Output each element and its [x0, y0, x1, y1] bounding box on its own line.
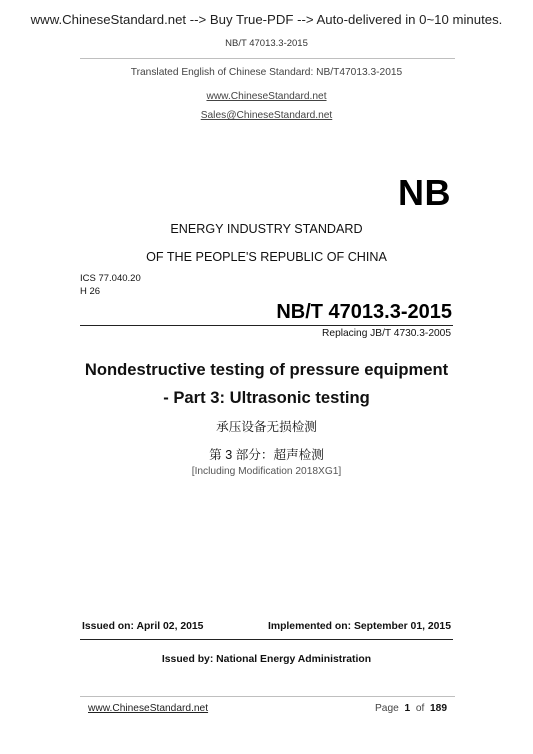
- standard-number-divider: [80, 325, 453, 326]
- nb-logo: NB: [398, 172, 451, 213]
- header-standard-code: NB/T 47013.3-2015: [225, 38, 308, 49]
- translation-note: Translated English of Chinese Standard: NB/T47013.3-2015: [130, 67, 403, 78]
- website-link[interactable]: www.ChineseStandard.net: [206, 91, 327, 102]
- issued-on-date: Issued on: April 02, 2015: [82, 621, 204, 632]
- chinese-title-line1: 承压设备无损检测: [216, 420, 317, 434]
- implemented-on-date: Implemented on: September 01, 2015: [267, 621, 451, 632]
- header-divider: [80, 58, 455, 59]
- page-current: 1: [404, 703, 411, 714]
- document-title-line2: - Part 3: Ultrasonic testing: [163, 388, 370, 407]
- standard-heading-line1: ENERGY INDUSTRY STANDARD: [170, 222, 363, 236]
- ics-code: ICS 77.040.20: [80, 273, 141, 284]
- chinese-title-line2: 第 3 部分：超声检测: [209, 448, 324, 462]
- document-title-line1: Nondestructive testing of pressure equipment: [84, 360, 449, 379]
- page-indicator: [375, 703, 447, 714]
- classification-code: H 26: [80, 286, 101, 297]
- top-banner: www.ChineseStandard.net --> Buy True-PDF --> Auto-delivered in 0~10 minutes.: [30, 12, 503, 27]
- email-link[interactable]: Sales@ChineseStandard.net: [200, 110, 333, 121]
- replacing-note: Replacing JB/T 4730.3-2005: [322, 328, 451, 339]
- page-of-label: of: [415, 703, 425, 714]
- website-link-wrap: [0, 86, 533, 104]
- standard-number: NB/T 47013.3-2015: [276, 301, 452, 323]
- standard-heading-line2: OF THE PEOPLE'S REPUBLIC OF CHINA: [146, 250, 387, 264]
- email-link-wrap: [0, 105, 533, 123]
- issuing-authority: Issued by: National Energy Administration: [161, 654, 372, 665]
- footer-website-link[interactable]: www.ChineseStandard.net: [88, 703, 209, 714]
- footer-divider: [80, 696, 455, 697]
- page-total: 189: [430, 703, 447, 714]
- modification-note: [Including Modification 2018XG1]: [191, 466, 342, 477]
- page-label: Page: [375, 703, 399, 714]
- dates-divider: [80, 639, 453, 640]
